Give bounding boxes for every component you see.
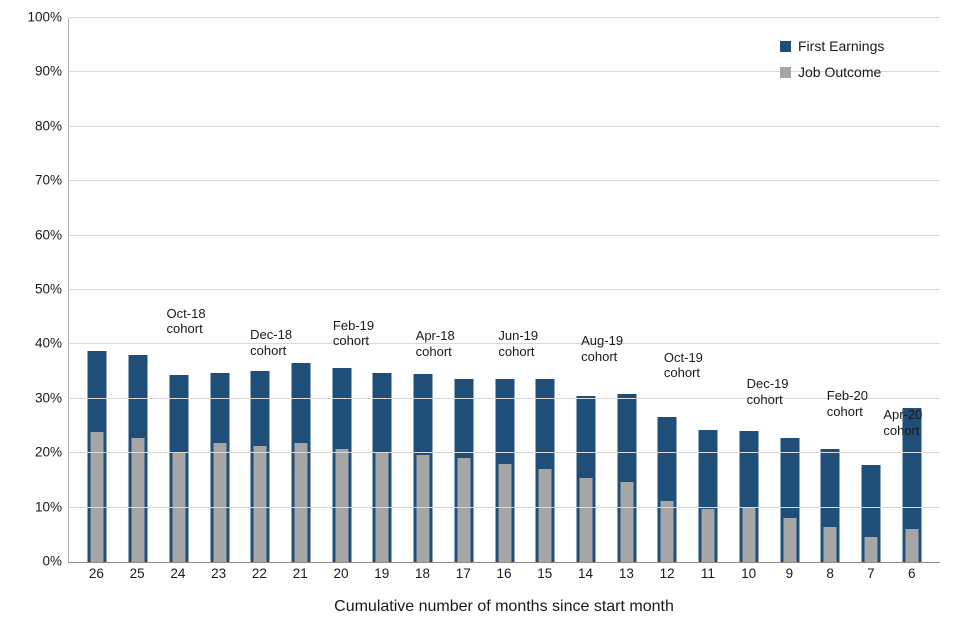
legend-label: First Earnings <box>798 38 885 54</box>
cohort-annotation-line2: cohort <box>581 348 618 364</box>
x-axis-tick-label: 12 <box>659 566 675 581</box>
cohort-annotation <box>333 318 374 349</box>
x-axis-tick-label: 14 <box>578 566 594 581</box>
cohort-annotation <box>827 388 868 419</box>
cohort-annotation-line2: cohort <box>826 403 863 419</box>
bar-slot <box>647 18 688 562</box>
cohort-annotation-line2: cohort <box>498 343 535 359</box>
bar-slot <box>484 18 525 562</box>
gridline <box>34 444 940 460</box>
cohort-annotation-line2: cohort <box>415 343 452 359</box>
bar-job-outcome <box>824 527 837 562</box>
gridline <box>27 9 940 25</box>
x-axis-tick-label: 17 <box>455 566 471 581</box>
y-axis-tick-label: 30% <box>34 390 62 406</box>
bar-job-outcome <box>294 443 307 562</box>
x-axis-tick-label: 7 <box>867 566 875 581</box>
cohort-annotation-line1: Jun-19 <box>498 328 539 344</box>
bar-job-outcome <box>661 501 674 562</box>
legend-swatch-icon <box>780 41 791 52</box>
bar-job-outcome <box>539 469 552 562</box>
bar-slot <box>566 18 607 562</box>
bar-job-outcome <box>905 529 918 562</box>
gridline <box>34 281 940 297</box>
gridline <box>42 553 940 569</box>
bar-slot <box>525 18 566 562</box>
cohort-annotation <box>416 328 455 359</box>
gridline <box>34 227 940 243</box>
bar-job-outcome <box>702 509 715 562</box>
x-axis-tick-label: 19 <box>374 566 390 581</box>
x-axis-tick-label: 15 <box>537 566 553 581</box>
cohort-annotation-line2: cohort <box>883 422 920 438</box>
cohort-annotation <box>498 328 538 359</box>
x-axis-tick-label: 20 <box>333 566 349 581</box>
bar-slot <box>118 18 159 562</box>
x-axis-tick-label: 13 <box>618 566 634 581</box>
bar-job-outcome <box>457 458 470 562</box>
y-axis-tick-label: 20% <box>34 444 62 460</box>
x-axis-tick-label: 25 <box>129 566 145 581</box>
bar-slot <box>769 18 810 562</box>
cohort-annotation-line2: cohort <box>166 320 203 336</box>
bar-slot <box>729 18 770 562</box>
cohort-annotation-line1: Oct-19 <box>663 349 703 365</box>
bar-job-outcome <box>620 482 633 563</box>
legend-item[interactable] <box>780 64 884 80</box>
cohort-annotation-line1: Dec-18 <box>250 327 293 343</box>
cohort-annotation-line2: cohort <box>250 342 287 358</box>
cohort-annotation-line1: Aug-19 <box>581 333 624 349</box>
bar-slot <box>77 18 118 562</box>
x-axis-tick-label: 6 <box>907 566 916 581</box>
bar-slot <box>362 18 403 562</box>
cohort-annotation-line1: Oct-18 <box>166 305 206 321</box>
bar-slot <box>891 18 932 562</box>
bar-job-outcome <box>417 455 430 562</box>
bar-slot <box>281 18 322 562</box>
bar-slot <box>403 18 444 562</box>
bar-job-outcome <box>865 537 878 562</box>
x-axis-tick-label: 10 <box>741 566 757 581</box>
x-axis-tick-label: 16 <box>496 566 512 581</box>
y-axis-tick-label: 40% <box>34 335 62 351</box>
y-axis-tick-label: 0% <box>42 553 62 569</box>
legend-label: Job Outcome <box>798 64 882 80</box>
cohort-annotation-line2: cohort <box>332 332 370 348</box>
bar-slot <box>688 18 729 562</box>
bar-slot <box>443 18 484 562</box>
bar-slot <box>606 18 647 562</box>
x-axis-tick-label: 22 <box>251 566 267 581</box>
bar-job-outcome <box>498 464 511 562</box>
bar-job-outcome <box>254 446 267 562</box>
cohort-annotation-line2: cohort <box>746 391 783 407</box>
x-axis-tick-label: 11 <box>700 566 715 581</box>
x-axis-tick-label: 23 <box>211 566 227 581</box>
bar-job-outcome <box>742 508 755 562</box>
cohort-annotation <box>250 327 292 358</box>
x-axis-tick-label: 26 <box>88 566 104 581</box>
x-axis-tick-label: 9 <box>785 566 794 581</box>
y-axis-tick-label: 90% <box>34 63 62 79</box>
legend-swatch-icon <box>780 67 791 78</box>
gridline <box>34 118 940 134</box>
x-axis-tick-labels <box>68 566 940 581</box>
bar-group <box>69 18 940 562</box>
bar-slot <box>851 18 892 562</box>
y-axis-tick-label: 70% <box>34 172 62 188</box>
cohort-annotation-line1: Dec-19 <box>746 376 789 392</box>
gridline <box>34 499 940 515</box>
cohort-annotation-line1: Apr-18 <box>415 328 455 344</box>
cohort-annotation-line1: Apr-20 <box>883 407 923 423</box>
bar-job-outcome <box>783 518 796 562</box>
cohort-annotation <box>167 306 206 337</box>
y-axis-tick-label: 10% <box>34 499 62 515</box>
x-axis-title: Cumulative number of months since start month <box>334 598 674 615</box>
bar-slot <box>240 18 281 562</box>
bar-job-outcome <box>132 438 145 562</box>
bar-slot <box>810 18 851 562</box>
cohort-annotation <box>747 376 789 407</box>
x-axis-tick-label: 18 <box>414 566 431 581</box>
legend-item[interactable] <box>780 38 884 54</box>
cohort-annotation-line1: Feb-19 <box>332 317 375 333</box>
cohort-annotation-line1: Feb-20 <box>826 388 868 404</box>
x-axis-tick-label: 21 <box>292 566 308 581</box>
bar-slot <box>321 18 362 562</box>
bar-job-outcome <box>579 478 592 562</box>
bar-job-outcome <box>213 443 226 562</box>
y-axis-tick-label: 60% <box>34 227 62 243</box>
cohort-annotation <box>883 407 922 438</box>
y-axis-tick-label: 50% <box>34 281 62 297</box>
cohort-annotation <box>664 350 703 381</box>
y-axis-tick-label: 100% <box>27 9 62 25</box>
x-axis-tick-label: 24 <box>170 566 186 581</box>
bar-slot <box>158 18 199 562</box>
plot-area <box>27 9 940 569</box>
y-axis-tick-label: 80% <box>34 118 62 134</box>
gridline <box>34 172 940 188</box>
cohort-annotation-line2: cohort <box>663 364 701 380</box>
x-axis-tick-label: 8 <box>826 566 834 581</box>
chart-legend <box>780 38 884 90</box>
bar-slot <box>199 18 240 562</box>
cohort-annotation <box>581 333 623 364</box>
